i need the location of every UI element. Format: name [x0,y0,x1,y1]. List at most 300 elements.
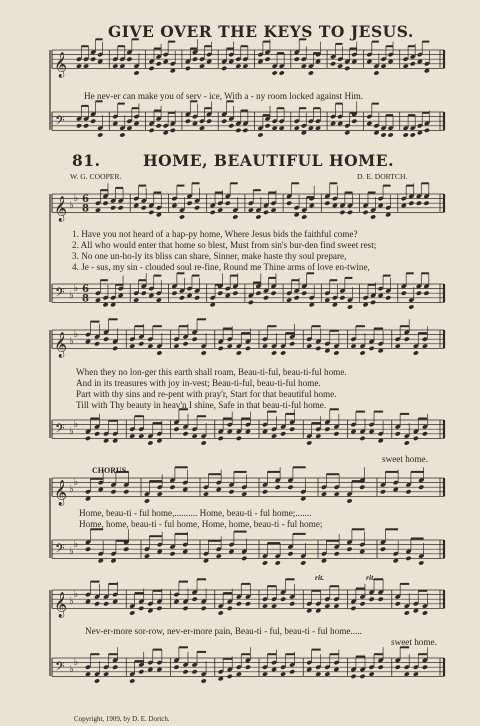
s1-bass-note [309,302,315,307]
s1-treble-note [423,201,429,206]
c1-treble-note [85,496,91,501]
c2-bass-note [112,665,118,670]
top-bass-note [235,128,241,133]
top-bass-note [83,123,89,128]
s2-bass-note [271,433,277,438]
c2-bass-note [236,671,242,676]
c1-bass-note [405,556,411,561]
c1-bass-note [321,558,327,563]
s1-bass-note [286,297,292,302]
s1-treble-note [102,201,108,206]
s2-treble-note [156,350,162,355]
s1-treble-note [186,201,192,206]
top-bass-note [272,125,278,130]
s1-treble-note [332,203,338,208]
s2-treble-note [245,346,251,351]
c2-bass-note [395,665,401,670]
top-treble-note [163,59,169,64]
c2-treble-note [289,601,295,606]
c2-bass-note [378,665,384,670]
s2-bass-note [245,429,251,434]
s1-bass-note [95,297,101,302]
verse-line-3: 3. No one un-ho-ly its bliss can share, Sinner, make haste thy soul prepare, [72,251,347,261]
s1-treble-note [255,214,261,219]
c1-bass-note [262,560,268,565]
s2-treble-treble-clef: 𝄞 [54,332,68,358]
s1-bass-note [141,291,147,296]
c2-bass-note [289,669,295,674]
top-bass-note [228,123,234,128]
c2-treble-note [218,610,224,615]
c2-treble-note [422,610,428,615]
s2-treble-note [138,341,144,346]
c2-treble-note [306,608,312,613]
s2-bass-note [262,429,268,434]
s1-bass-note [423,291,429,296]
c1-bass-flat-sign: ♭ [69,545,74,557]
s2-treble-note [333,350,339,355]
s1-treble-note [225,201,231,206]
s2-treble-note [271,350,277,355]
c2-bass-note [245,665,251,670]
top-treble-note [126,57,132,62]
c1-bass-note [380,547,386,552]
c1-bass-bass-clef: 𝄢 [55,540,65,559]
top-hymn-lyric: He nev-er can make you of serv - ice, With a - ny room locked against Him. [84,91,364,101]
s1-bass-note [194,295,200,300]
s1-treble-note [347,210,353,215]
s2-bass-note [395,431,401,436]
s1-bass-note [118,293,124,298]
top-bass-note [199,125,205,130]
s1-bass-note [339,295,345,300]
top-bass-note [170,128,176,133]
c1-treble-note [98,487,104,492]
s1-treble-note [309,203,315,208]
s2-bass-note [280,431,286,436]
s1-treble-note [324,201,330,206]
s2-treble-note [422,343,428,348]
s2-treble-note [192,337,198,342]
s1-bass-bass-clef: 𝄢 [55,284,65,303]
copyright-notice: Copyright, 1909, by D. E. Dortch. [74,715,170,723]
s1-bass-note [332,302,338,307]
s2-bass-note [103,438,109,443]
c1-bass-note [300,560,306,565]
top-bass-note [192,121,198,126]
s1-treble-note [141,205,147,210]
c2-bass-note [218,676,224,681]
top-treble-note [315,59,321,64]
c2-treble-note [315,608,321,613]
s2-bass-bass-clef: 𝄢 [55,420,65,439]
top-bass-note [119,132,125,137]
top-bass-note [301,130,307,135]
verse-cont-line-3: Part with thy sins and re-pent with pray'r, Start for that beautiful home. [76,389,337,399]
s1-treble-note [171,203,177,208]
top-bass-note [366,121,372,126]
s1-treble-note [194,205,200,210]
s1-bass-note [133,297,139,302]
c2-treble-treble-clef: 𝄞 [54,592,68,618]
s2-bass-note [289,427,295,432]
c1-treble-flat-sign: ♭ [69,483,74,495]
c1-bass-note [346,547,352,552]
s1-treble-note [232,214,238,219]
top-bass-note [163,130,169,135]
s2-bass-note [324,427,330,432]
lyricist-credit: W. G. COOPER. [70,172,122,181]
s1-treble-note [362,210,368,215]
top-treble-note [228,59,234,64]
top-treble-note [403,63,409,68]
c2-treble-note [85,599,91,604]
s2-treble-note [182,341,188,346]
top-treble-note [279,70,285,75]
s2-treble-note [324,348,330,353]
s1-bass-note [217,291,223,296]
c1-bass-note [169,551,175,556]
s1-bass-note [225,293,231,298]
c2-bass-note [156,667,162,672]
c2-treble-note [413,608,419,613]
c2-bass-note [147,667,153,672]
c1-bass-note [203,558,209,563]
s2-treble-note [280,350,286,355]
c1-bass-note [123,547,129,552]
top-treble-note [351,59,357,64]
c2-treble-note [378,597,384,602]
top-treble-note [199,63,205,68]
top-treble-note [380,63,386,68]
top-bass-note [185,119,191,124]
c2-treble-note [359,601,365,606]
c2-bass-flat-sign: ♭ [69,663,74,675]
s2-treble-note [147,343,153,348]
s1-treble-flat-sign: ♭ [69,199,74,211]
c1-treble-note [169,485,175,490]
s2-bass-note [192,433,198,438]
top-treble-note [192,57,198,62]
s1-treble-note [339,210,345,215]
c1-bass-note [144,553,150,558]
c1-bass-note [85,547,91,552]
s1-bass-note [270,291,276,296]
c1-treble-note [262,489,268,494]
s2-treble-note [218,346,224,351]
top-treble-note [417,59,423,64]
verse-line-2: 2. All who would enter that home so blest, Must from sin's bur-den find sweet rest; [72,240,377,250]
s1-bass-note [324,297,330,302]
top-bass-note [315,125,321,130]
c1-bass-note [228,549,234,554]
c2-treble-note [395,601,401,606]
top-treble-note [410,61,416,66]
s1-bass-note [362,302,368,307]
s1-treble-note [210,210,216,215]
c1-bass-note [418,560,424,565]
rit-mark-2: rit. [366,573,376,582]
s1-treble-note [370,214,376,219]
top-treble-note [185,66,191,71]
c1-treble-note [418,485,424,490]
c1-treble-note [216,487,222,492]
c2-treble-note [262,603,268,608]
s2-bass-note [147,440,153,445]
c2-treble-note [192,597,198,602]
c1-treble-note [241,491,247,496]
s1-treble-note [270,207,276,212]
top-treble-note [366,59,372,64]
top-treble-note [97,59,103,64]
chorus-end-text: sweet home. [391,637,437,647]
s2-treble-flat-sign: ♭ [73,328,79,340]
top-treble-note [373,70,379,75]
top-treble-note [235,63,241,68]
c1-treble-note [275,485,281,490]
c2-bass-note [350,674,356,679]
s2-treble-note [315,346,321,351]
top-treble-note [308,70,314,75]
s2-treble-flat-sign: ♭ [69,335,74,347]
c2-treble-note [94,601,100,606]
s2-treble-note [236,350,242,355]
c1-bass-note [241,556,247,561]
top-treble-note [424,68,430,73]
c2-treble-note [369,597,375,602]
s2-treble-note [413,350,419,355]
s2-treble-note [173,343,179,348]
top-treble-note [344,66,350,71]
top-treble-note [170,68,176,73]
c1-treble-note [346,498,352,503]
verse-end-text: sweet home. [382,454,428,464]
top-treble-note [242,63,248,68]
c2-bass-note [138,669,144,674]
top-bass-note [221,119,227,124]
s2-bass-note [129,433,135,438]
top-bass-note [76,123,82,128]
c2-treble-note [245,601,251,606]
c1-bass-note [98,558,104,563]
c2-treble-note [271,603,277,608]
s2-treble-note [378,348,384,353]
s1-bass-time-bottom: 8 [82,293,89,305]
top-bass-note [156,123,162,128]
top-bass-note [97,132,103,137]
top-bass-note [417,130,423,135]
s1-bass-note [385,295,391,300]
c1-bass-note [157,549,163,554]
s1-treble-note [263,210,269,215]
s1-treble-note [156,212,162,217]
top-treble-note [119,63,125,68]
top-treble-note [301,63,307,68]
s1-bass-note [148,293,154,298]
s1-bass-note [210,302,216,307]
s2-bass-note [369,429,375,434]
s1-treble-note [378,203,384,208]
s2-bass-note [156,438,162,443]
c1-treble-note [359,485,365,490]
top-bass-note [112,121,118,126]
s2-bass-note [333,431,339,436]
s2-treble-note [395,343,401,348]
top-treble-note [257,59,263,64]
c2-treble-note [236,601,242,606]
s1-bass-note [263,295,269,300]
c2-bass-note [173,665,179,670]
s1-bass-note [401,291,407,296]
c1-treble-note [405,489,411,494]
s2-bass-note [227,429,233,434]
s1-bass-note [102,302,108,307]
c2-treble-flat-sign: ♭ [73,588,79,600]
s1-bass-note [301,291,307,296]
s1-treble-note [301,214,307,219]
c2-bass-note [129,678,135,683]
c1-treble-note [144,498,150,503]
c1-treble-note [157,491,163,496]
c1-bass-note [110,558,116,563]
s2-treble-note [350,343,356,348]
chorus-line-2: Home, home, beau-ti - ful home, Home, home, beau-ti - ful home; [79,519,323,529]
top-treble-note [90,57,96,62]
s2-bass-note [350,429,356,434]
top-bass-note [330,121,336,126]
s1-bass-note [370,300,376,305]
s1-bass-note [171,291,177,296]
s1-bass-note [408,304,414,309]
top-treble-note [156,61,162,66]
s2-bass-note [218,436,224,441]
top-treble-note [206,59,212,64]
c1-treble-note [393,487,399,492]
s1-treble-note [179,214,185,219]
top-bass-note [351,119,357,124]
c1-bass-flat-sign: ♭ [73,538,79,550]
c2-treble-note [280,597,286,602]
top-bass-note [337,121,343,126]
verse-cont-line-2: And in its treasures with joy in-vest; Beau-ti-ful, beau-ti-ful home. [76,378,321,388]
top-bass-note [403,132,409,137]
c2-bass-note [182,669,188,674]
c1-bass-note [182,549,188,554]
top-bass-note [344,130,350,135]
c2-treble-note [227,606,233,611]
s1-bass-note [110,302,116,307]
s1-treble-note [217,207,223,212]
c2-bass-note [333,667,339,672]
top-treble-note [76,63,82,68]
top-bass-note [90,119,96,124]
c2-bass-note [315,671,321,676]
c1-treble-note [287,485,293,490]
s2-bass-note [306,440,312,445]
top-bass-note [149,128,155,133]
c2-treble-note [324,603,330,608]
top-treble-note [133,70,139,75]
s2-bass-note [85,436,91,441]
chorus-line-1: Home, beau-ti - ful home,.......... Home, beau-ti - ful home;....... [79,508,312,518]
c2-treble-note [129,610,135,615]
c2-treble-note [182,606,188,611]
s1-bass-time-top: 6 [82,284,89,296]
c2-treble-note [112,599,118,604]
hymn-title: HOME, BEAUTIFUL HOME. [143,151,394,170]
s2-bass-note [422,431,428,436]
top-bass-note [424,128,430,133]
top-treble-treble-clef: 𝄞 [54,52,68,78]
top-bass-note [133,121,139,126]
s2-bass-note [378,438,384,443]
c2-bass-note [192,669,198,674]
hymn-number: 81. [72,151,101,170]
top-bass-bass-clef: 𝄢 [55,112,65,131]
s1-treble-note [148,210,154,215]
verse-cont-line-4: Till with Thy beauty in heav'n I shine, Safe in that beau-ti-ful home. [76,400,327,410]
s1-treble-note [110,205,116,210]
s2-bass-note [236,436,242,441]
c1-treble-note [228,489,234,494]
c2-bass-note [324,671,330,676]
top-bass-note [279,125,285,130]
c1-treble-note [300,496,306,501]
c1-bass-note [334,551,340,556]
c1-treble-note [110,489,116,494]
c2-treble-note [173,599,179,604]
s2-bass-flat-sign: ♭ [69,425,74,437]
top-bass-note [257,132,263,137]
s1-bass-note [248,300,254,305]
c2-treble-note [350,606,356,611]
top-bass-note [308,125,314,130]
chorus-line-3: Nev-er-more sor-row, nev-er-more pain, Beau-ti - ful, beau-ti - ful home..... [85,626,362,636]
top-treble-note [149,66,155,71]
c2-treble-note [147,608,153,613]
c2-bass-note [201,678,207,683]
s2-treble-note [103,337,109,342]
c2-bass-note [404,671,410,676]
c2-bass-bass-clef: 𝄢 [55,658,65,677]
top-bass-note [373,130,379,135]
top-bass-note [380,132,386,137]
top-treble-note [272,70,278,75]
s1-treble-time-bottom: 8 [82,203,89,215]
s1-treble-note [286,201,292,206]
top-treble-note [294,57,300,62]
c1-bass-note [393,558,399,563]
s2-bass-note [201,440,207,445]
s2-treble-note [289,341,295,346]
s1-bass-flat-sign: ♭ [69,289,74,301]
top-bass-note [126,125,132,130]
c1-treble-treble-clef: 𝄞 [54,480,68,506]
top-treble-note [264,57,270,62]
s1-bass-note [294,295,300,300]
s1-treble-note [408,201,414,206]
s2-treble-note [404,337,410,342]
top-bass-note [264,123,270,128]
s1-bass-note [186,293,192,298]
s1-treble-note [385,212,391,217]
s2-bass-note [182,431,188,436]
s2-bass-note [315,433,321,438]
top-treble-note [388,59,394,64]
rit-mark-1: rit. [315,573,325,582]
s1-treble-time-top: 6 [82,194,89,206]
top-bass-note [206,119,212,124]
